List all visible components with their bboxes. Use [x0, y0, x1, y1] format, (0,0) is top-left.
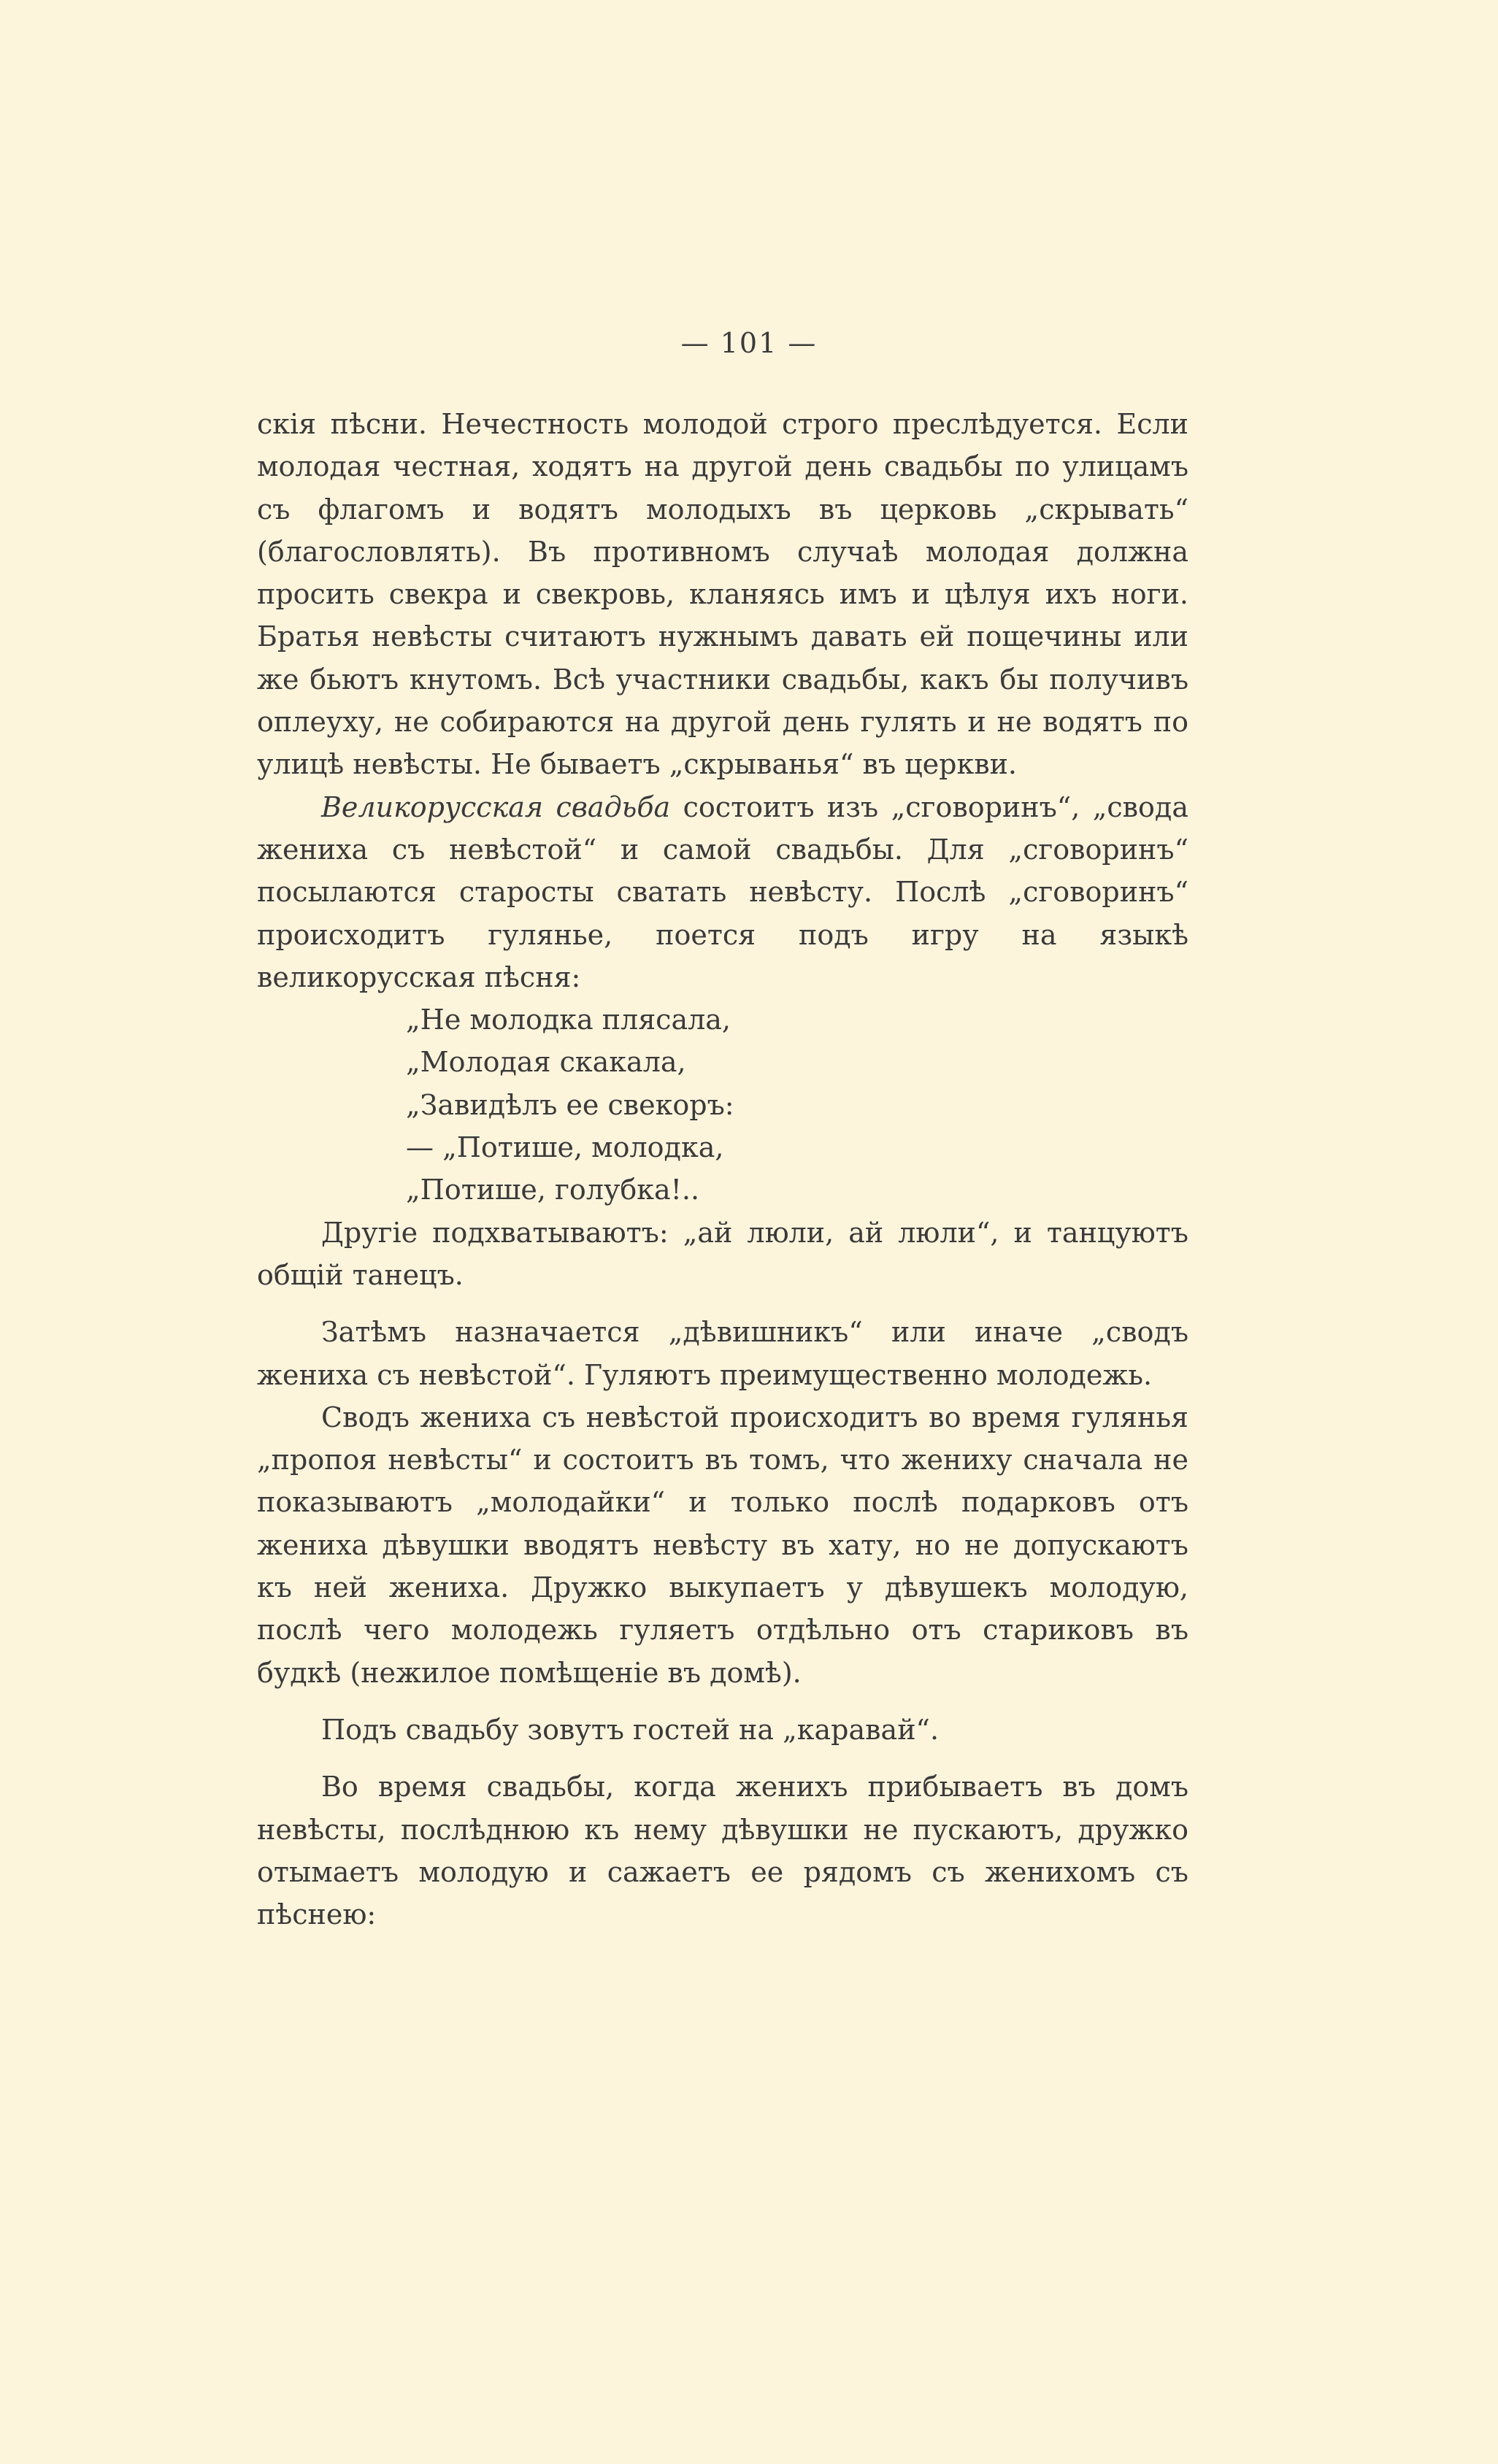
body-text: [257, 403, 1188, 1936]
paragraph-5: Сводъ жениха съ невѣстой происходитъ во время гулянья „пропоя невѣсты“ и состоитъ въ томъ, что жениху сначала не показываютъ „молодайки“ и только послѣ подарковъ отъ жениха дѣвушки вводятъ невѣсту въ хату, но не допускаютъ къ ней жениха. Дружко выкупаетъ у дѣвушекъ молодую, послѣ чего молодежь гуляетъ отдѣльно отъ стариковъ въ будкѣ (нежилое помѣщеніе въ домѣ).: [257, 1401, 1188, 1689]
paragraph-6: Подъ свадьбу зовутъ гостей на „каравай“.: [321, 1713, 940, 1746]
paragraph-2-text: состоитъ изъ „сговоринъ“, „свода жениха съ невѣстой“ и самой свадьбы. Для „сговоринъ“ посылаются старосты сватать невѣсту. Послѣ „сговоринъ“ происходитъ гулянье, поется подъ игру на языкѣ великорусская пѣсня:: [257, 790, 1188, 993]
paragraph-4: Затѣмъ назначается „дѣвишникъ“ или иначе „сводъ жениха съ невѣстой“. Гуляютъ преимущественно молодежь.: [257, 1316, 1188, 1391]
paragraph-2-italic-heading: Великорусская свадьба: [321, 790, 671, 823]
verse-line: „Завидѣлъ ее свекоръ:: [406, 1088, 734, 1121]
song-verse: [257, 998, 1188, 1211]
page-number: — 101 —: [680, 327, 818, 359]
verse-line: „Молодая скакала,: [406, 1046, 686, 1079]
verse-line: „Потише, голубка!..: [406, 1174, 700, 1206]
paragraph-3: Другіе подхватываютъ: „ай люли, ай люли“, и танцуютъ общій танецъ.: [257, 1216, 1188, 1291]
paragraph-1: скія пѣсни. Нечестность молодой строго преслѣдуется. Если молодая честная, ходятъ на другой день свадьбы по улицамъ съ флагомъ и водятъ молодыхъ въ церковь „скрывать“ (благословлять). Въ противномъ случаѣ молодая должна просить свекра и свекровь, кланяясь имъ и цѣлуя ихъ ноги. Братья невѣсты считаютъ нужнымъ давать ей пощечины или же бьютъ кнутомъ. Всѣ участники свадьбы, какъ бы получивъ оплеуху, не собираются на другой день гулять и не водятъ по улицѣ невѣсты. Не бываетъ „скрыванья“ въ церкви.: [257, 408, 1188, 781]
verse-line: „Не молодка плясала,: [406, 1004, 731, 1036]
verse-line: — „Потише, молодка,: [406, 1131, 724, 1164]
paragraph-7: Во время свадьбы, когда женихъ прибываетъ въ домъ невѣсты, послѣднюю къ нему дѣвушки не пускаютъ, дружко отымаетъ молодую и сажаетъ ее рядомъ съ женихомъ съ пѣснею:: [257, 1771, 1188, 1931]
paragraph-2: [257, 786, 1188, 998]
